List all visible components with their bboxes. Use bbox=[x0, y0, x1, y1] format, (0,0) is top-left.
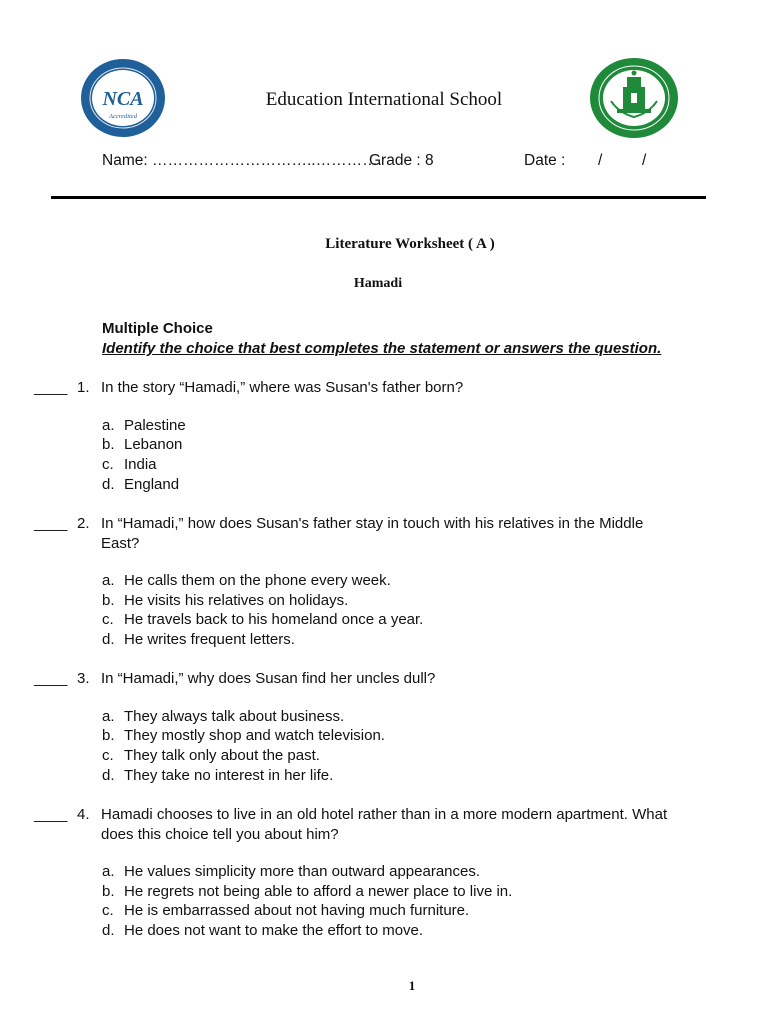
option-item bbox=[0, 455, 768, 475]
option-text: They take no interest in her life. bbox=[124, 766, 334, 784]
answer-blank[interactable]: ____ bbox=[34, 515, 68, 532]
option-item bbox=[0, 746, 768, 766]
option-text: He travels back to his homeland once a year. bbox=[124, 611, 424, 629]
option-item bbox=[0, 475, 768, 495]
option-letter: b. bbox=[102, 727, 115, 745]
option-letter: a. bbox=[102, 863, 115, 880]
option-text: He calls them on the phone every week. bbox=[124, 572, 391, 589]
option-letter: d. bbox=[102, 475, 115, 493]
question-1 bbox=[0, 378, 768, 494]
option-text: Palestine bbox=[124, 416, 186, 434]
date-separator: / bbox=[642, 152, 647, 169]
option-letter: a. bbox=[102, 416, 115, 434]
worksheet-subtitle: Hamadi bbox=[353, 276, 403, 291]
option-item bbox=[0, 882, 768, 902]
option-text: He values simplicity more than outward appearances. bbox=[124, 863, 481, 880]
header-divider bbox=[51, 196, 706, 199]
option-item bbox=[0, 726, 768, 746]
option-letter: d. bbox=[102, 922, 115, 940]
option-letter: d. bbox=[102, 766, 115, 784]
question-text: Hamadi chooses to live in an old hotel rather than in a more modern apartment. What bbox=[101, 806, 668, 823]
question-text: In the story “Hamadi,” where was Susan's father born? bbox=[101, 379, 464, 396]
option-letter: d. bbox=[102, 631, 115, 649]
question-number: 4. bbox=[77, 806, 90, 823]
name-field: Name: …………………………..…………. bbox=[102, 152, 382, 169]
worksheet-title: Literature Worksheet ( A ) bbox=[325, 236, 495, 252]
option-text: They talk only about the past. bbox=[124, 746, 320, 764]
option-letter: b. bbox=[102, 591, 115, 609]
option-letter: c. bbox=[102, 902, 114, 920]
question-3 bbox=[0, 669, 768, 785]
option-item bbox=[0, 591, 768, 611]
option-item bbox=[0, 610, 768, 630]
answer-blank[interactable]: ____ bbox=[34, 670, 68, 687]
option-text: They always talk about business. bbox=[124, 707, 345, 725]
option-item bbox=[0, 630, 768, 650]
option-text: He visits his relatives on holidays. bbox=[124, 591, 349, 609]
option-text: He is embarrassed about not having much furniture. bbox=[124, 902, 470, 920]
answer-blank[interactable]: ____ bbox=[34, 806, 68, 823]
question-number: 2. bbox=[77, 515, 90, 532]
grade-field: Grade : 8 bbox=[369, 152, 434, 169]
option-letter: c. bbox=[102, 455, 114, 473]
section-title: Multiple Choice bbox=[102, 320, 213, 337]
option-item bbox=[0, 766, 768, 786]
option-text: England bbox=[124, 475, 180, 493]
option-item bbox=[0, 862, 768, 882]
option-text: India bbox=[124, 455, 157, 473]
option-item bbox=[0, 707, 768, 727]
option-text: He regrets not being able to afford a newer place to live in. bbox=[124, 882, 513, 900]
option-letter: b. bbox=[102, 882, 115, 900]
question-text: In “Hamadi,” why does Susan find her uncles dull? bbox=[101, 670, 436, 687]
option-item bbox=[0, 416, 768, 436]
option-text: They mostly shop and watch television. bbox=[124, 727, 385, 745]
option-text: Lebanon bbox=[124, 436, 183, 454]
question-4 bbox=[0, 805, 768, 941]
school-logo bbox=[589, 57, 679, 139]
option-letter: c. bbox=[102, 611, 114, 629]
question-text-continued: East? bbox=[101, 534, 140, 552]
section-instruction: Identify the choice that best completes the statement or answers the question. bbox=[102, 340, 662, 357]
date-separator: / bbox=[598, 152, 603, 169]
nca-logo-text: NCA bbox=[102, 88, 144, 110]
option-letter: c. bbox=[102, 746, 114, 764]
option-item bbox=[0, 571, 768, 591]
option-text: He writes frequent letters. bbox=[124, 631, 295, 649]
question-2 bbox=[0, 514, 768, 650]
option-letter: b. bbox=[102, 436, 115, 454]
option-item bbox=[0, 901, 768, 921]
option-item bbox=[0, 435, 768, 455]
question-number: 1. bbox=[77, 379, 90, 396]
date-field: Date : bbox=[524, 152, 566, 169]
option-letter: a. bbox=[102, 572, 115, 589]
nca-logo-subtext: Accredited bbox=[109, 113, 137, 120]
option-text: He does not want to make the effort to move. bbox=[124, 922, 424, 940]
school-name: Education International School bbox=[265, 89, 503, 110]
question-text: In “Hamadi,” how does Susan's father stay in touch with his relatives in the Middle bbox=[101, 515, 644, 532]
option-item bbox=[0, 921, 768, 941]
option-letter: a. bbox=[102, 707, 115, 725]
page-number: 1 bbox=[408, 978, 416, 993]
answer-blank[interactable]: ____ bbox=[34, 379, 68, 396]
question-number: 3. bbox=[77, 670, 90, 687]
question-text-continued: does this choice tell you about him? bbox=[101, 825, 339, 843]
